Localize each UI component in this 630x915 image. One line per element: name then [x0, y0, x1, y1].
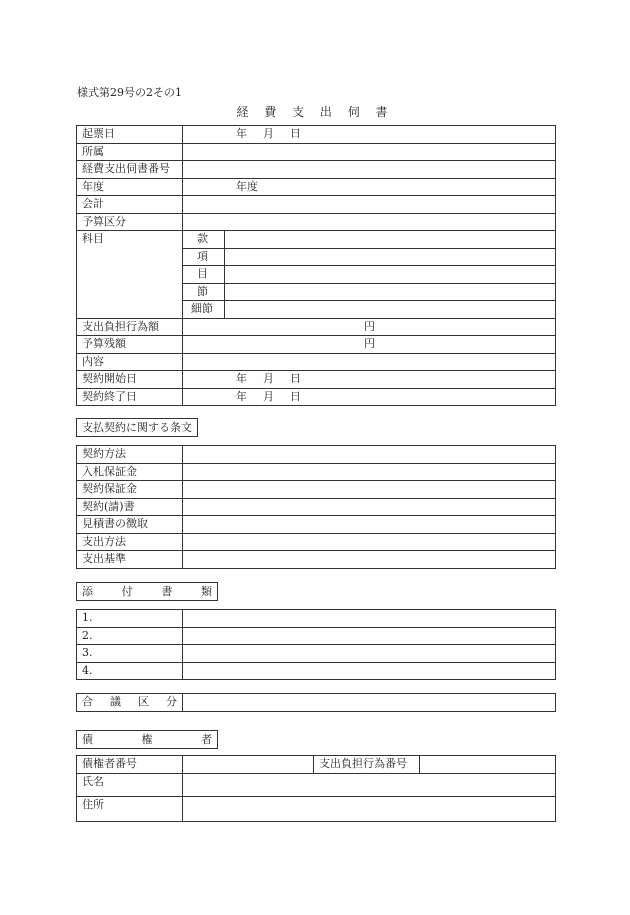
kaishi-label: 契約開始日: [77, 371, 183, 389]
form-number: 様式第29号の2その1: [77, 86, 182, 99]
table-row: [77, 481, 556, 499]
table-row: [77, 231, 556, 249]
tenpu-item-4-label: 4.: [77, 662, 183, 680]
table-row: [77, 178, 556, 196]
shimei-label: 氏名: [77, 773, 183, 796]
naiyo-label: 内容: [77, 353, 183, 371]
table-row: [77, 516, 556, 534]
futan-label: 支出負担行為額: [77, 318, 183, 336]
kamoku-kan-label: 款: [183, 231, 225, 249]
kamoku-ko-field[interactable]: [225, 248, 556, 266]
table-row: [77, 463, 556, 481]
keiyaku-hoho-label: 契約方法: [77, 446, 183, 464]
table-row: [77, 610, 556, 628]
yosan-kubun-field[interactable]: [183, 213, 556, 231]
gogi-field[interactable]: [183, 694, 556, 712]
tenpu-item-1-label: 1.: [77, 610, 183, 628]
kamoku-moku-field[interactable]: [225, 266, 556, 284]
shimei-field[interactable]: [183, 773, 556, 796]
kaikei-field[interactable]: [183, 196, 556, 214]
keiyaku-sho-field[interactable]: [183, 498, 556, 516]
futan-number-field[interactable]: [420, 756, 556, 774]
document-title: 経 費 支 出 伺 書: [236, 105, 394, 119]
shishutsu-hoho-label: 支出方法: [77, 533, 183, 551]
bango-label: 経費支出伺書番号: [77, 161, 183, 179]
kamoku-saisetsu-field[interactable]: [225, 301, 556, 319]
table-row: [77, 694, 556, 712]
shishutsu-kijun-field[interactable]: [183, 551, 556, 569]
shozoku-label: 所属: [77, 143, 183, 161]
mitsumori-field[interactable]: [183, 516, 556, 534]
table-row: [77, 627, 556, 645]
saiken-number-field[interactable]: [183, 756, 314, 774]
gogi-section-heading: 合 議 区 分: [77, 694, 183, 712]
table-row: [77, 796, 556, 821]
bango-field[interactable]: [183, 161, 556, 179]
kamoku-setsu-label: 節: [183, 283, 225, 301]
naiyo-field[interactable]: [183, 353, 556, 371]
jusho-field[interactable]: [183, 796, 556, 821]
table-row: [77, 371, 556, 389]
kihyo-label: 起票日: [77, 126, 183, 144]
zangaku-amount-field[interactable]: 円: [183, 336, 556, 354]
shozoku-field[interactable]: [183, 143, 556, 161]
table-row: [77, 353, 556, 371]
kamoku-ko-label: 項: [183, 248, 225, 266]
table-row: [77, 336, 556, 354]
shishutsu-hoho-field[interactable]: [183, 533, 556, 551]
tenpu-item-4-field[interactable]: [183, 662, 556, 680]
table-row: [77, 662, 556, 680]
tenpu-table: [76, 609, 556, 680]
table-row: [77, 161, 556, 179]
tenpu-section-heading: 添 付 書 類: [76, 582, 218, 601]
nyusatsu-hoshokin-label: 入札保証金: [77, 463, 183, 481]
kaishi-date-field[interactable]: 年 月 日: [183, 371, 556, 389]
futan-number-label: 支出負担行為番号: [314, 756, 420, 774]
table-row: [77, 756, 556, 774]
kamoku-setsu-field[interactable]: [225, 283, 556, 301]
tenpu-item-2-field[interactable]: [183, 627, 556, 645]
saiken-section-heading: 債 権 者: [76, 730, 218, 749]
keiyaku-hoho-field[interactable]: [183, 446, 556, 464]
table-row: [77, 388, 556, 406]
kihyo-date-field[interactable]: 年 月 日: [183, 126, 556, 144]
table-row: [77, 213, 556, 231]
table-row: [77, 196, 556, 214]
gogi-table: [76, 693, 556, 712]
kaikei-label: 会計: [77, 196, 183, 214]
keiyaku-sho-label: 契約(請)書: [77, 498, 183, 516]
futan-amount-field[interactable]: 円: [183, 318, 556, 336]
tenpu-item-3-label: 3.: [77, 645, 183, 663]
kamoku-moku-label: 目: [183, 266, 225, 284]
table-row: [77, 551, 556, 569]
table-row: [77, 126, 556, 144]
nendo-field[interactable]: 年度: [183, 178, 556, 196]
jusho-label: 住所: [77, 796, 183, 821]
kamoku-label: 科目: [77, 231, 183, 319]
keiyaku-table: [76, 445, 556, 569]
saiken-number-label: 債権者番号: [77, 756, 183, 774]
saiken-table: [76, 755, 556, 822]
table-row: [77, 773, 556, 796]
shuryo-date-field[interactable]: 年 月 日: [183, 388, 556, 406]
tenpu-item-3-field[interactable]: [183, 645, 556, 663]
keiyaku-hoshokin-label: 契約保証金: [77, 481, 183, 499]
mitsumori-label: 見積書の徴取: [77, 516, 183, 534]
table-row: [77, 498, 556, 516]
table-row: [77, 645, 556, 663]
main-form-table: [76, 125, 556, 406]
keiyaku-section-heading: 支払契約に関する条文: [76, 418, 198, 437]
nyusatsu-hoshokin-field[interactable]: [183, 463, 556, 481]
table-row: [77, 446, 556, 464]
zangaku-label: 予算残額: [77, 336, 183, 354]
shishutsu-kijun-label: 支出基準: [77, 551, 183, 569]
tenpu-item-1-field[interactable]: [183, 610, 556, 628]
nendo-label: 年度: [77, 178, 183, 196]
kamoku-saisetsu-label: 細節: [183, 301, 225, 319]
keiyaku-hoshokin-field[interactable]: [183, 481, 556, 499]
tenpu-item-2-label: 2.: [77, 627, 183, 645]
shuryo-label: 契約終了日: [77, 388, 183, 406]
yosan-kubun-label: 予算区分: [77, 213, 183, 231]
table-row: [77, 143, 556, 161]
table-row: [77, 318, 556, 336]
table-row: [77, 533, 556, 551]
kamoku-kan-field[interactable]: [225, 231, 556, 249]
